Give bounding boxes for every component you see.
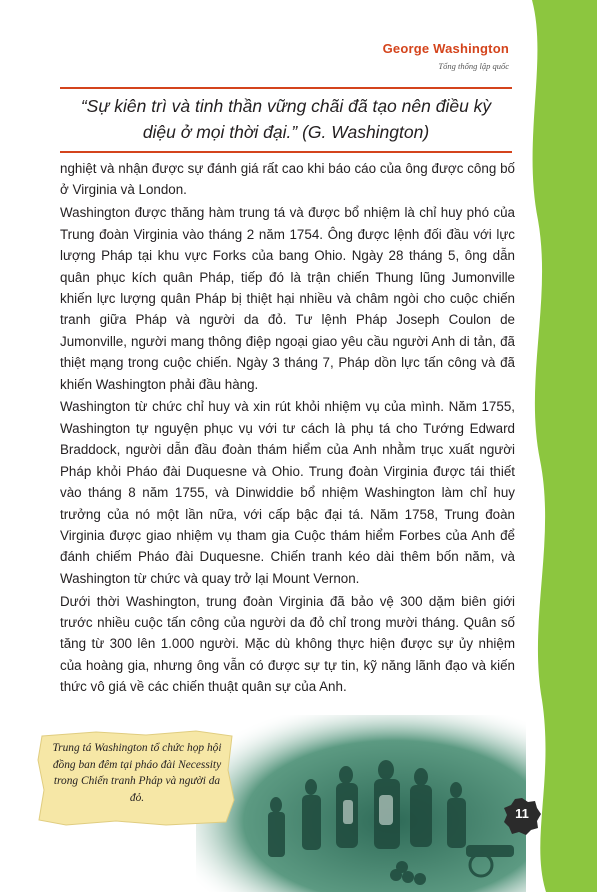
page-number: 11 (515, 806, 529, 821)
paragraph: Washington từ chức chỉ huy và xin rút khỏi nhiệm vụ của mình. Năm 1755, Washington tự nguyện phục vụ với tư cách là phụ tá cho Tướng Edward Braddock, người dẫn đầu đoàn thám hiểm của Anh nhằm trục xuất người Pháp khỏi Pháo đài Duquesne và Ohio. Trung đoàn Virginia được tái thiết vào tháng 8 năm 1755, và Dinwiddie bổ nhiệm Washington làm chỉ huy trưởng của nó một lần nữa, với cấp bậc đại tá. Năm 1758, Trung đoàn Virginia được giao nhiệm vụ tham gia Cuộc thám hiểm Forbes của Anh để đánh chiếm Pháo đài Duquesne. Chiến tranh kéo dài thêm bốn năm, và Washington từ chức và quay trở lại Mount Vernon. (60, 399, 515, 586)
quote-rule-bottom (60, 151, 512, 153)
quote-rule-top (60, 87, 512, 89)
paragraph: Dưới thời Washington, trung đoàn Virginia đã bảo vệ 300 dặm biên giới trước nhiều cuộc tấn công của người da đỏ chỉ trong mười tháng. Quân số tăng từ 300 lên 1.000 người. Mặc dù không thực hiện được sự ủy nhiệm của hoàng gia, nhưng ông vẫn có được sự tự tin, kỹ năng lãnh đạo và kiến thức vô giá về các chiến thuật quân sự của Anh. (60, 593, 515, 695)
paragraph: Washington được thăng hàm trung tá và được bổ nhiệm là chỉ huy phó của Trung đoàn Virginia vào tháng 2 năm 1754. Ông được lệnh đối đầu với lực lượng Pháp tại khu vực Forks của bang Ohio. Ngày 28 tháng 5, ông dẫn quân phục kích quân Pháp, tiếp đó là trận chiến Thung lũng Jumonville khiến lực lượng quân Pháp bị thiệt hại nhiều và châm ngòi cho cuộc chiến tranh giữa Pháp và người da đỏ. Tư lệnh Pháp Joseph Coulon de Jumonville, người mang thông điệp ngoại giao yêu cầu người Anh di tản, đã thiệt mạng trong cuộc chiến. Ngày 3 tháng 7, Pháp dồn lực tấn công và đã khiến Washington phải đầu hàng. (60, 205, 515, 392)
night-council-illustration (196, 715, 526, 892)
pull-quote: “Sự kiên trì và tinh thần vững chãi đã tạo nên điều kỳ diệu ở mọi thời đại.” (G. Washington) (80, 96, 492, 142)
book-subtitle: Tổng thống lập quốc (438, 61, 509, 71)
paragraph: nghiệt và nhận được sự đánh giá rất cao khi báo cáo của ông được công bố ở Virginia và London. (60, 161, 515, 198)
illustration-caption: Trung tá Washington tổ chức họp hội đồng ban đêm tại pháo đài Necessity trong Chiến tranh Pháp và người da đỏ. (52, 742, 222, 804)
book-title: George Washington (382, 41, 509, 56)
body-text (60, 158, 515, 699)
